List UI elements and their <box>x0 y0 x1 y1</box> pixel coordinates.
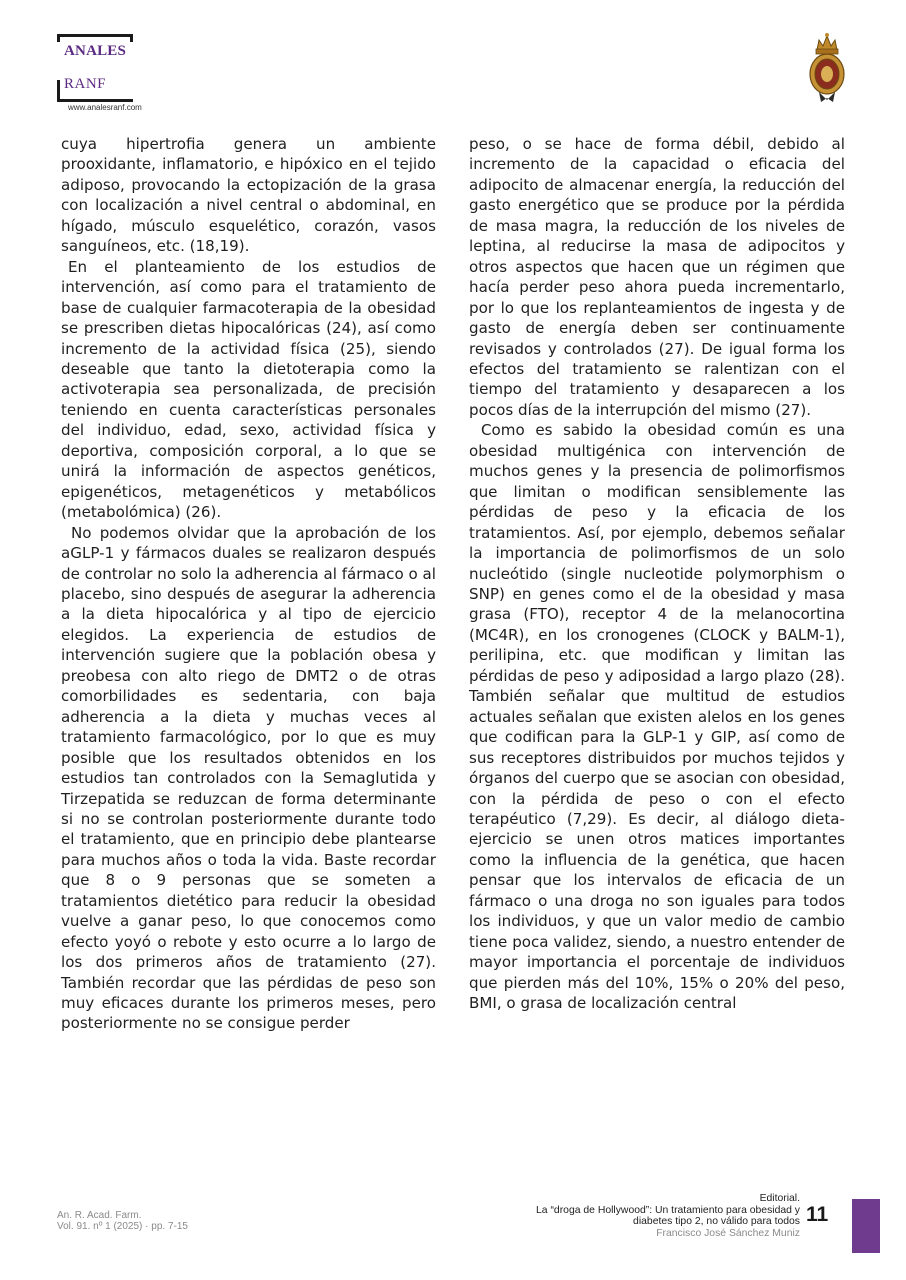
page-number: 11 <box>806 1203 829 1226</box>
left-paragraph-3: No podemos olvidar que la aprobación de los aGLP-1 y fármacos duales se realizaron después de controlar no solo la adherencia al fármaco o al placebo, sino después de asegurar la adherencia a la dieta hipocalórica y al tipo de ejercicio elegidos. La experiencia de estudios de intervención sugiere que la población obesa y preobesa con alto riego de DMT2 o de otras comorbilidades es sedentaria, con baja adherencia a la dieta y muchas veces al tratamiento farmacológico, por lo que es muy posible que los resultados obtenidos en los estudios tan controlados con la Semaglutida y Tirzepatida se reduzcan de forma determinante si no se controlan posteriormente durante todo el tratamiento, que en principio debe plantearse para muchos años o toda la vida. Baste recordar que 8 o 9 personas que se someten a tratamientos dietético para reducir la obesidad vuelve a ganar peso, lo que conocemos como efecto yoyó o rebote y esto ocurre a lo largo de los dos primeros años de tratamiento (27). También recordar que las pérdidas de peso son muy eficaces durante los primeros meses, pero posteriormente no se consigue perder <box>61 523 436 1033</box>
right-paragraph-2: Como es sabido la obesidad común es una obesidad multigénica con intervención de muchos genes y la presencia de polimorfismos que limitan o modifican sensiblemente las pérdidas de peso y la eficacia de los tratamientos. Así, por ejemplo, debemos señalar la importancia de polimorfismos de un solo nucleótido (single nucleotide polymorphism o SNP) en genes como el de la obesidad y masa grasa (FTO), receptor 4 de la melanocortina (MC4R), en los cronogenes (CLOCK y BALM-1), perilipina, etc. que modifican y limitan las pérdidas de peso y adiposidad a largo plazo (28). También señalar que multitud de estudios actuales señalan que existen alelos en los genes que codifican para la GLP-1 y GIP, así como de sus receptores distribuidos por muchos tejidos y órganos del cuerpo que se asocian con obesidad, con la pérdida de peso o con el efecto terapéutico (7,29). Es decir, al diálogo dieta-ejercicio se unen otros matices importantes como la influencia de la genética, que hacen pensar que los intervalos de eficacia de un fármaco o una droga no son iguales para todos los individuos, y que un valor medio de cambio tiene poca validez, siendo, a nuestro entender de mayor importancia el porcentaje de individuos que pierden más del 10%, 15% o 20% del peso, BMI, o grasa de localización central <box>469 421 845 1013</box>
left-text-column <box>61 134 436 1034</box>
footer-title-line-2: diabetes tipo 2, no válido para todos <box>633 1216 800 1227</box>
footer-section: Editorial. <box>759 1193 800 1204</box>
footer-title-line-1: La “droga de Hollywood”: Un tratamiento para obesidad y <box>536 1204 800 1216</box>
right-paragraph-1: peso, o se hace de forma débil, debido al incremento de la capacidad o eficacia del adipocito de almacenar energía, la reducción del gasto energético que se produce por la pérdida de masa magra, la reducción de los niveles de leptina, al reducirse la masa de adipocitos y otros aspectos que hacen que un régimen que hacía perder peso ahora pueda incrementarlo, por lo que los replanteamientos de ingesta y de gasto de energía deben ser continuamente revisados y controlados (27). De igual forma los efectos del tratamiento se ralentizan con el tiempo del tratamiento y desaparecen a los pocos días de la interrupción del mismo (27). <box>469 135 845 419</box>
footer-citation <box>57 1210 188 1232</box>
footer-journal: An. R. Acad. Farm. <box>57 1210 142 1221</box>
logo-anales-text: ANALES <box>64 43 127 59</box>
logo-bracket-top <box>57 34 133 42</box>
left-paragraph-1: cuya hipertrofia genera un ambiente prooxidante, inflamatorio, e hipóxico en el tejido adiposo, provocando la ectopización de la grasa con localización a nivel central o abdominal, en hígado, músculo esquelético, corazón, vasos sanguíneos, etc. (18,19). <box>61 135 436 256</box>
journal-logo <box>57 34 197 116</box>
page-edge-tab <box>852 1199 880 1253</box>
academy-crest-icon <box>803 30 851 106</box>
logo-url: www.analesranf.com <box>68 103 142 112</box>
footer-author: Francisco José Sánchez Muniz <box>656 1227 800 1239</box>
footer-volume: Vol. 91. nº 1 (2025) · pp. 7-15 <box>57 1221 188 1232</box>
right-text-column <box>469 134 845 1013</box>
logo-ranf-text: RANF <box>64 76 107 92</box>
left-paragraph-2: En el planteamiento de los estudios de intervención, así como para el tratamiento de base de cualquier farmacoterapia de la obesidad se prescriben dietas hipocalóricas (24), así como incremento de la actividad física (25), siendo deseable que tanto la dietoterapia como la activoterapia sea personalizada, de precisión teniendo en cuenta características personales del individuo, edad, sexo, actividad física y deportiva, composición corporal, a lo que se unirá la información de aspectos genéticos, epigenéticos, metagenéticos y metabólicos (metabolómica) (26). <box>61 257 436 522</box>
footer-article-info <box>440 1193 800 1239</box>
